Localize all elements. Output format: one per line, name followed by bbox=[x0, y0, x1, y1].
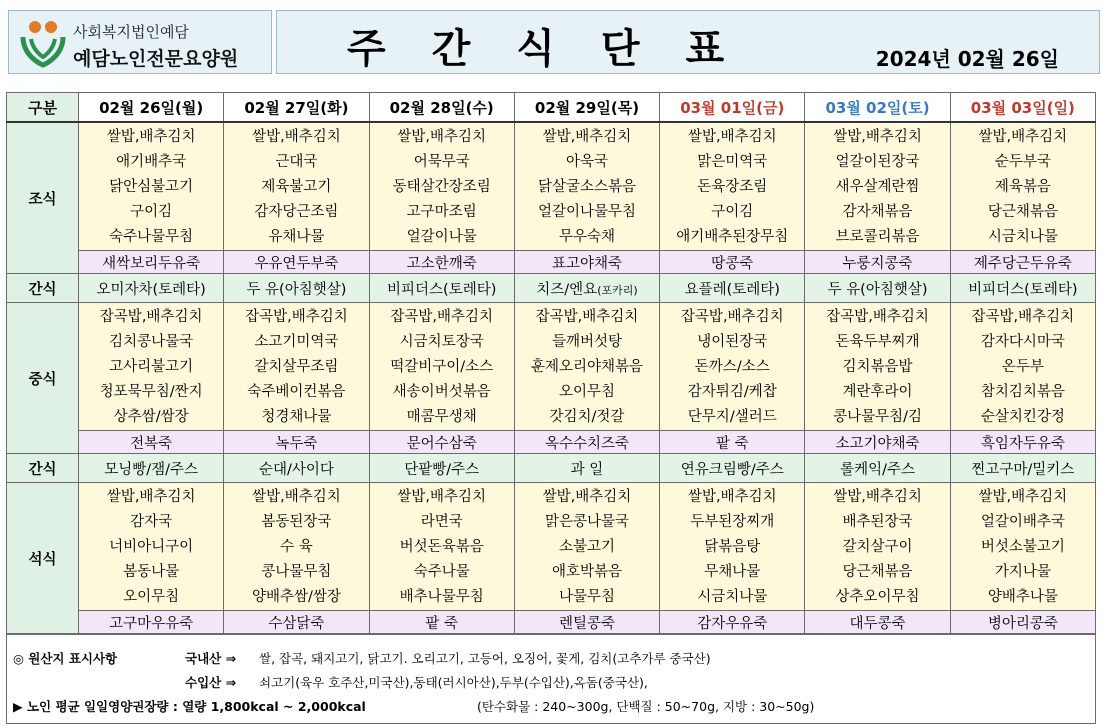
menu-item: 시금치토장국 bbox=[399, 334, 484, 350]
dinner-cell bbox=[369, 483, 514, 611]
menu-item: 잡곡밥,배추김치 bbox=[680, 309, 784, 325]
porridge-cell: 수삼닭죽 bbox=[224, 611, 369, 634]
origin-title: ◎ 원산지 표시사항 bbox=[13, 651, 118, 666]
logo-box bbox=[8, 10, 272, 74]
porridge-cell: 고구마우유죽 bbox=[79, 611, 224, 634]
dinner-cell bbox=[660, 483, 805, 611]
menu-item: 양배추나물 bbox=[987, 589, 1058, 605]
menu-item: 잡곡밥,배추김치 bbox=[245, 309, 348, 325]
nutrition-detail: (탄수화물 : 240~300g, 단백질 : 50~70g, 지방 : 30~50g) bbox=[477, 699, 815, 714]
menu-item: 어묵무국 bbox=[413, 154, 470, 170]
menu-item: 쌀밥,배추김치 bbox=[833, 129, 922, 145]
menu-item: 쌀밥,배추김치 bbox=[397, 129, 487, 145]
dinner-cell bbox=[79, 483, 224, 611]
breakfast-cell bbox=[660, 122, 805, 251]
porridge-cell: 팥 죽 bbox=[660, 431, 805, 454]
snack-cell: 오미자차(토레타) bbox=[79, 274, 224, 303]
menu-item: 잡곡밥,배추김치 bbox=[390, 309, 494, 325]
menu-item: 김치콩나물국 bbox=[109, 334, 194, 350]
lunch-cell bbox=[514, 303, 659, 431]
menu-item: 감자다시마국 bbox=[980, 334, 1065, 350]
breakfast-cell bbox=[79, 122, 224, 251]
lunch-row bbox=[7, 303, 1096, 431]
menu-item: 상추오이무침 bbox=[835, 589, 920, 605]
porridge-cell: 옥수수치즈죽 bbox=[514, 431, 659, 454]
menu-date: 2024년 02월 26일 bbox=[875, 47, 1059, 71]
org-name: 예담노인전문요양원 bbox=[73, 48, 239, 70]
lunch-cell bbox=[660, 303, 805, 431]
menu-item: 숙주나물무침 bbox=[109, 229, 194, 245]
menu-item: 시금치나물 bbox=[987, 229, 1058, 245]
corner-cell: 구분 bbox=[7, 93, 79, 123]
snack-cell: 두 유(아침햇살) bbox=[805, 274, 950, 303]
porridge-cell: 전복죽 bbox=[79, 431, 224, 454]
snack-cell: 두 유(아침햇살) bbox=[224, 274, 369, 303]
day-header: 03월 03일(일) bbox=[950, 93, 1095, 123]
menu-item: 동태살간장조림 bbox=[392, 179, 491, 195]
menu-item: 배추된장국 bbox=[842, 514, 913, 530]
dinner-cell bbox=[950, 483, 1095, 611]
menu-item: 유채나물 bbox=[268, 229, 325, 245]
breakfast-label: 조식 bbox=[7, 122, 79, 274]
day-header: 03월 02일(토) bbox=[805, 93, 950, 123]
menu-item: 쌀밥,배추김치 bbox=[542, 129, 632, 145]
menu-item: 닭안심불고기 bbox=[109, 179, 194, 195]
breakfast-cell bbox=[950, 122, 1095, 251]
menu-item: 쌀밥,배추김치 bbox=[252, 129, 341, 145]
origin-footer bbox=[6, 634, 1096, 724]
menu-item: 제육불고기 bbox=[261, 179, 332, 195]
menu-item: 냉이된장국 bbox=[697, 334, 768, 350]
porridge-cell: 고소한깨죽 bbox=[369, 251, 514, 274]
breakfast-porridge-row bbox=[7, 251, 1096, 274]
menu-item: 아욱국 bbox=[565, 154, 608, 170]
title-box bbox=[276, 10, 1100, 74]
nutrition-lead: ▶ 노인 평균 일일영양권장량 : 열량 1,800kcal ~ 2,000kcal bbox=[13, 699, 366, 714]
menu-item: 얼갈이나물 bbox=[406, 229, 477, 245]
lunch-label: 중식 bbox=[7, 303, 79, 454]
menu-item: 온두부 bbox=[1001, 359, 1044, 375]
menu-item: 떡갈비구이/소스 bbox=[390, 359, 494, 375]
porridge-cell: 렌틸콩죽 bbox=[514, 611, 659, 634]
porridge-cell: 문어수삼죽 bbox=[369, 431, 514, 454]
menu-item: 맑은미역국 bbox=[697, 154, 768, 170]
menu-item: 쌀밥,배추김치 bbox=[252, 489, 341, 505]
menu-item: 훈제오리야채볶음 bbox=[530, 359, 644, 375]
menu-item: 쌀밥,배추김치 bbox=[687, 129, 777, 145]
snack1-label: 간식 bbox=[7, 274, 79, 303]
menu-item: 당근채볶음 bbox=[842, 564, 913, 580]
menu-item: 가지나물 bbox=[994, 564, 1051, 580]
menu-item: 돈육두부찌개 bbox=[835, 334, 920, 350]
menu-item: 고구마조림 bbox=[406, 204, 477, 220]
porridge-cell: 녹두죽 bbox=[224, 431, 369, 454]
dinner-label: 석식 bbox=[7, 483, 79, 634]
page-header bbox=[0, 0, 1102, 88]
menu-item: 쌀밥,배추김치 bbox=[833, 489, 922, 505]
lunch-porridge-row bbox=[7, 431, 1096, 454]
menu-item: 오이무침 bbox=[123, 589, 180, 605]
porridge-cell: 감자우유죽 bbox=[660, 611, 805, 634]
menu-item: 상추쌈/쌈장 bbox=[113, 409, 189, 425]
menu-item: 라면국 bbox=[420, 514, 463, 530]
menu-item: 근대국 bbox=[275, 154, 318, 170]
lunch-cell bbox=[369, 303, 514, 431]
menu-item: 쌀밥,배추김치 bbox=[542, 489, 632, 505]
snack-cell: 연유크림빵/주스 bbox=[660, 454, 805, 483]
day-header: 03월 01일(금) bbox=[660, 93, 805, 123]
porridge-cell: 새싹보리두유죽 bbox=[79, 251, 224, 274]
menu-item: 콩나물무침 bbox=[261, 564, 332, 580]
menu-item: 잡곡밥,배추김치 bbox=[826, 309, 929, 325]
porridge-cell: 제주당근두유죽 bbox=[950, 251, 1095, 274]
menu-item: 갓김치/젓갈 bbox=[549, 409, 625, 425]
menu-item: 무채나물 bbox=[704, 564, 761, 580]
snack-cell bbox=[514, 274, 659, 303]
snack-cell: 비피더스(토레타) bbox=[950, 274, 1095, 303]
menu-item: 순살치킨강정 bbox=[980, 409, 1065, 425]
menu-item: 잡곡밥,배추김치 bbox=[971, 309, 1075, 325]
menu-item: 애기배추국 bbox=[116, 154, 187, 170]
snack-cell: 모닝빵/잼/주스 bbox=[79, 454, 224, 483]
porridge-cell: 병아리콩죽 bbox=[950, 611, 1095, 634]
menu-item: 숙주베이컨볶음 bbox=[247, 384, 346, 400]
day-header: 02월 26일(월) bbox=[79, 93, 224, 123]
breakfast-cell bbox=[514, 122, 659, 251]
import-text: 쇠고기(육우 호주산,미국산),동태(러시아산),두부(수입산),옥돔(중국산), bbox=[259, 675, 648, 690]
breakfast-cell bbox=[805, 122, 950, 251]
menu-item: 갈치살무조림 bbox=[254, 359, 339, 375]
weekly-menu-table bbox=[6, 92, 1096, 634]
menu-item: 고사리불고기 bbox=[109, 359, 194, 375]
menu-item: 쌀밥,배추김치 bbox=[687, 489, 777, 505]
menu-item: 숙주나물 bbox=[413, 564, 470, 580]
domestic-text: 쌀, 잡곡, 돼지고기, 닭고기. 오리고기, 고등어, 오징어, 꽃게, 김치(고추가루 중국산) bbox=[259, 651, 711, 666]
snack-cell: 비피더스(토레타) bbox=[369, 274, 514, 303]
snack-cell: 찐고구마/밀키스 bbox=[950, 454, 1095, 483]
menu-item: 감자국 bbox=[130, 514, 173, 530]
menu-item: 매콤무생채 bbox=[406, 409, 477, 425]
breakfast-row bbox=[7, 122, 1096, 251]
menu-item: 봄동된장국 bbox=[261, 514, 332, 530]
menu-item: 김치볶음밥 bbox=[842, 359, 913, 375]
day-header: 02월 29일(목) bbox=[514, 93, 659, 123]
snack2-label: 간식 bbox=[7, 454, 79, 483]
menu-item: 제육볶음 bbox=[994, 179, 1051, 195]
menu-item: 쌀밥,배추김치 bbox=[397, 489, 487, 505]
dinner-cell bbox=[224, 483, 369, 611]
day-header: 02월 27일(화) bbox=[224, 93, 369, 123]
snack1-row bbox=[7, 274, 1096, 303]
porridge-cell: 표고야채죽 bbox=[514, 251, 659, 274]
breakfast-cell bbox=[369, 122, 514, 251]
lunch-cell bbox=[950, 303, 1095, 431]
lunch-cell bbox=[224, 303, 369, 431]
lunch-cell bbox=[805, 303, 950, 431]
menu-item: 쌀밥,배추김치 bbox=[106, 489, 196, 505]
snack-extra: (포카리) bbox=[597, 283, 638, 297]
menu-item: 들깨버섯탕 bbox=[551, 334, 622, 350]
menu-item: 버섯소불고기 bbox=[980, 539, 1065, 555]
snack-cell: 순대/사이다 bbox=[224, 454, 369, 483]
menu-item: 감자채볶음 bbox=[842, 204, 913, 220]
menu-item: 얼갈이된장국 bbox=[835, 154, 920, 170]
menu-item: 닭살굴소스볶음 bbox=[537, 179, 637, 195]
snack-text: 치즈/엔요 bbox=[536, 281, 598, 298]
porridge-cell: 흑임자두유죽 bbox=[950, 431, 1095, 454]
menu-item: 버섯돈육볶음 bbox=[399, 539, 484, 555]
menu-item: 쌀밥,배추김치 bbox=[106, 129, 196, 145]
menu-item: 잡곡밥,배추김치 bbox=[99, 309, 203, 325]
menu-item: 소불고기 bbox=[558, 539, 615, 555]
menu-item: 맑은콩나물국 bbox=[544, 514, 629, 530]
page-title: 주간식단표 bbox=[347, 26, 771, 72]
menu-item: 새송이버섯볶음 bbox=[392, 384, 491, 400]
menu-item: 나물무침 bbox=[558, 589, 615, 605]
porridge-cell: 누룽지콩죽 bbox=[805, 251, 950, 274]
import-label: 수입산 ⇒ bbox=[185, 675, 237, 690]
porridge-cell: 팥 죽 bbox=[369, 611, 514, 634]
menu-item: 애기배추된장무침 bbox=[676, 229, 789, 245]
menu-item: 구이김 bbox=[130, 204, 173, 220]
breakfast-cell bbox=[224, 122, 369, 251]
menu-item: 양배추쌈/쌈장 bbox=[251, 589, 341, 605]
menu-item: 봄동나물 bbox=[123, 564, 180, 580]
menu-item: 단무지/샐러드 bbox=[687, 409, 777, 425]
menu-item: 순두부국 bbox=[994, 154, 1051, 170]
menu-item: 브로콜리볶음 bbox=[835, 229, 920, 245]
menu-item: 돈까스/소스 bbox=[694, 359, 770, 375]
menu-item: 배추나물무침 bbox=[399, 589, 484, 605]
porridge-cell: 소고기야채죽 bbox=[805, 431, 950, 454]
menu-item: 새우살계란찜 bbox=[835, 179, 920, 195]
menu-item: 얼갈이배추국 bbox=[980, 514, 1065, 530]
menu-item: 애호박볶음 bbox=[551, 564, 622, 580]
org-subtitle: 사회복지법인예담 bbox=[73, 23, 189, 41]
menu-item: 구이김 bbox=[711, 204, 754, 220]
menu-item: 시금치나물 bbox=[697, 589, 768, 605]
dinner-row bbox=[7, 483, 1096, 611]
menu-item: 얼갈이나물무침 bbox=[537, 204, 637, 220]
menu-item: 무우숙채 bbox=[558, 229, 615, 245]
dinner-cell bbox=[805, 483, 950, 611]
menu-item: 청경채나물 bbox=[261, 409, 332, 425]
menu-item: 쌀밥,배추김치 bbox=[978, 129, 1068, 145]
snack-cell: 롤케익/주스 bbox=[805, 454, 950, 483]
porridge-cell: 우유연두부죽 bbox=[224, 251, 369, 274]
org-logo-icon bbox=[17, 17, 69, 69]
menu-item: 감자당근조림 bbox=[254, 204, 339, 220]
dinner-cell bbox=[514, 483, 659, 611]
snack2-row bbox=[7, 454, 1096, 483]
menu-item: 소고기미역국 bbox=[254, 334, 339, 350]
domestic-label: 국내산 ⇒ bbox=[185, 651, 237, 666]
menu-item: 오이무침 bbox=[558, 384, 615, 400]
menu-item: 너비아니구이 bbox=[109, 539, 194, 555]
menu-item: 수 육 bbox=[280, 539, 313, 555]
snack-cell: 과 일 bbox=[514, 454, 659, 483]
menu-item: 잡곡밥,배추김치 bbox=[535, 309, 639, 325]
menu-item: 감자튀김/케찹 bbox=[687, 384, 777, 400]
porridge-cell: 대두콩죽 bbox=[805, 611, 950, 634]
menu-item: 계란후라이 bbox=[842, 384, 913, 400]
snack-cell: 단팥빵/주스 bbox=[369, 454, 514, 483]
menu-item: 닭볶음탕 bbox=[704, 539, 761, 555]
menu-item: 쌀밥,배추김치 bbox=[978, 489, 1068, 505]
menu-item: 당근채볶음 bbox=[987, 204, 1058, 220]
menu-item: 콩나물무침/김 bbox=[833, 409, 923, 425]
menu-item: 청포묵무침/짠지 bbox=[99, 384, 203, 400]
menu-item: 돈육장조림 bbox=[697, 179, 768, 195]
dinner-porridge-row bbox=[7, 611, 1096, 634]
lunch-cell bbox=[79, 303, 224, 431]
day-header: 02월 28일(수) bbox=[369, 93, 514, 123]
menu-item: 두부된장찌개 bbox=[690, 514, 775, 530]
snack-cell: 요플레(토레타) bbox=[660, 274, 805, 303]
menu-item: 갈치살구이 bbox=[842, 539, 913, 555]
porridge-cell: 땅콩죽 bbox=[660, 251, 805, 274]
menu-item: 참치김치볶음 bbox=[980, 384, 1065, 400]
header-row bbox=[7, 93, 1096, 123]
